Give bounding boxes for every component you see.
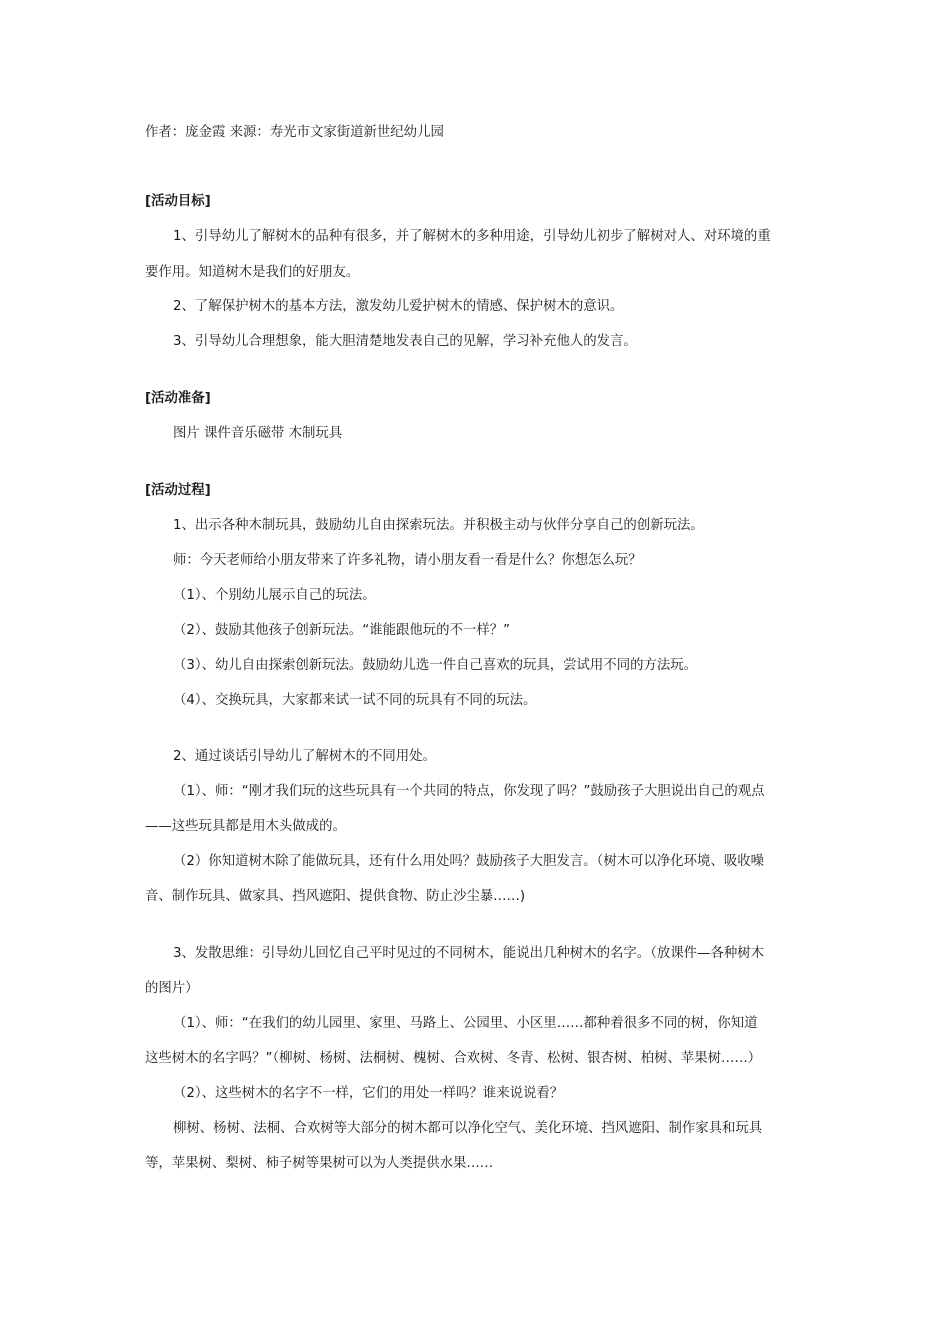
process-heading: [活动过程] bbox=[145, 483, 211, 498]
process-step-2-sub-2: （2）你知道树木除了能做玩具，还有什么用处吗？鼓励孩子大胆发言。（树木可以净化环境、吸收噪 bbox=[173, 854, 765, 869]
process-step-3-sub-2: （2）、这些树木的名字不一样，它们的用处一样吗？谁来说说看？ bbox=[173, 1086, 564, 1101]
goal-item-1-continued: 要作用。知道树木是我们的好朋友。 bbox=[145, 265, 360, 280]
process-step-2-sub-1: （1）、师：“刚才我们玩的这些玩具有一个共同的特点，你发现了吗？”鼓励孩子大胆说出自己的观点 bbox=[173, 784, 765, 799]
process-step-3-answer: 柳树、杨树、法桐、合欢树等大部分的树木都可以净化空气、美化环境、挡风遮阳、制作家具和玩具 bbox=[173, 1121, 763, 1136]
process-step-1-sub-1: （1）、个别幼儿展示自己的玩法。 bbox=[173, 588, 376, 603]
process-step-2-sub-1-continued: ——这些玩具都是用木头做成的。 bbox=[145, 819, 346, 834]
process-step-3: 3、发散思维：引导幼儿回忆自己平时见过的不同树木，能说出几种树木的名字。（放课件—各种树木 bbox=[173, 946, 765, 961]
preparation-items: 图片 课件音乐磁带 木制玩具 bbox=[173, 426, 343, 441]
goal-item-1: 1、引导幼儿了解树木的品种有很多，并了解树木的多种用途，引导幼儿初步了解树对人、对环境的重 bbox=[173, 229, 771, 244]
process-step-3-continued: 的图片） bbox=[145, 981, 199, 996]
goal-item-3: 3、引导幼儿合理想象，能大胆清楚地发表自己的见解，学习补充他人的发言。 bbox=[173, 334, 637, 349]
goal-item-2: 2、了解保护树木的基本方法，激发幼儿爱护树木的情感、保护树木的意识。 bbox=[173, 299, 624, 314]
process-step-3-sub-1: （1）、师：“在我们的幼儿园里、家里、马路上、公园里、小区里……都种着很多不同的树，你知道 bbox=[173, 1016, 758, 1031]
process-step-1-sub-3: （3）、幼儿自由探索创新玩法。鼓励幼儿选一件自己喜欢的玩具，尝试用不同的方法玩。 bbox=[173, 658, 698, 673]
process-step-1-sub-2: （2）、鼓励其他孩子创新玩法。“谁能跟他玩的不一样？” bbox=[173, 623, 511, 638]
goals-heading: [活动目标] bbox=[145, 194, 211, 209]
process-step-1: 1、出示各种木制玩具，鼓励幼儿自由探索玩法。并积极主动与伙伴分享自己的创新玩法。 bbox=[173, 518, 704, 533]
process-step-1-teacher: 师：今天老师给小朋友带来了许多礼物，请小朋友看一看是什么？你想怎么玩？ bbox=[173, 553, 642, 568]
process-step-2: 2、通过谈话引导幼儿了解树木的不同用处。 bbox=[173, 749, 436, 764]
process-step-3-sub-1-continued: 这些树木的名字吗？”（柳树、杨树、法桐树、槐树、合欢树、冬青、松树、银杏树、柏树、苹果树……） bbox=[145, 1051, 762, 1066]
process-step-2-sub-2-continued: 音、制作玩具、做家具、挡风遮阳、提供食物、防止沙尘暴……) bbox=[145, 889, 526, 904]
process-step-1-sub-4: （4）、交换玩具，大家都来试一试不同的玩具有不同的玩法。 bbox=[173, 693, 537, 708]
process-step-3-answer-continued: 等，苹果树、梨树、柿子树等果树可以为人类提供水果…… bbox=[145, 1156, 494, 1171]
author-source-line: 作者：庞金霞 来源：寿光市文家街道新世纪幼儿园 bbox=[145, 125, 444, 140]
preparation-heading: [活动准备] bbox=[145, 391, 211, 406]
